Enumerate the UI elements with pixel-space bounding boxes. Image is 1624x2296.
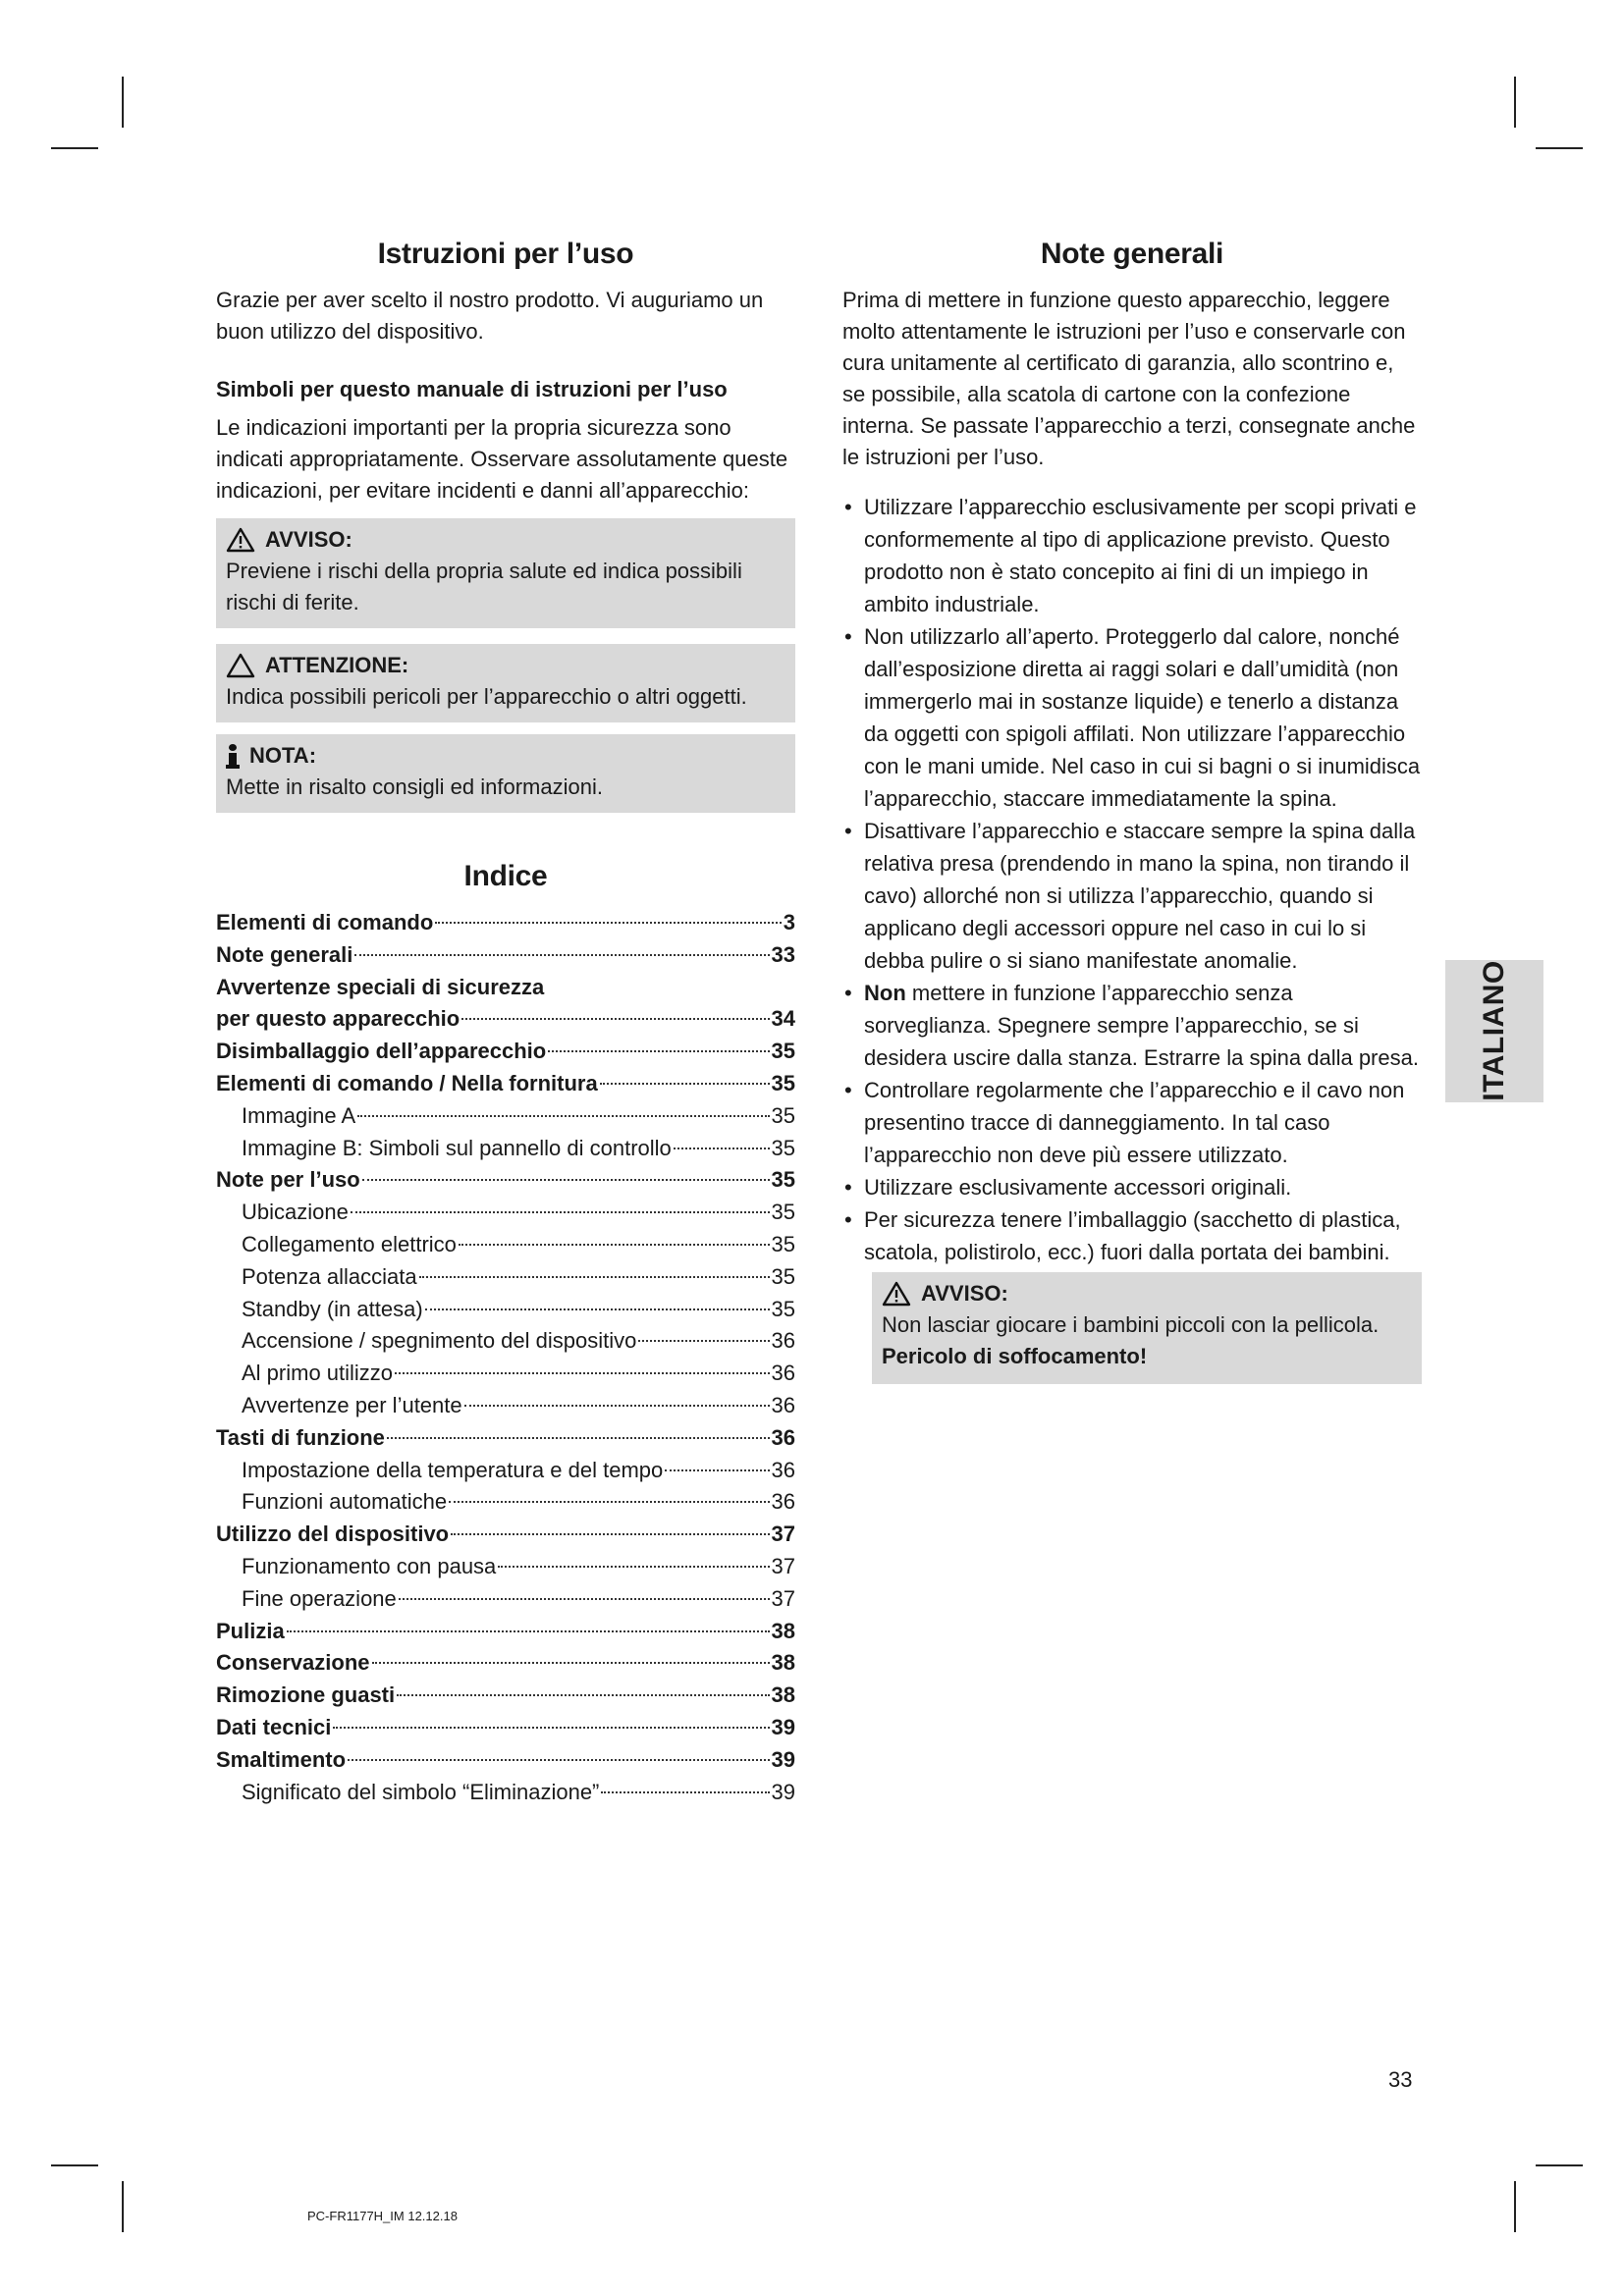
toc-page-number: 36 — [771, 1392, 795, 1417]
caution-box — [216, 644, 795, 722]
toc-page-number: 37 — [771, 1585, 795, 1611]
crop-mark — [51, 2164, 98, 2166]
toc-entry — [216, 1133, 795, 1165]
page-title: Istruzioni per l’uso — [377, 238, 634, 270]
toc-page-number: 35 — [771, 1296, 795, 1321]
toc-page-number: 35 — [771, 1102, 795, 1128]
symbols-text: Le indicazioni importanti per la propria sicurezza sono indicati appropriatamente. Osservare assolutamente queste indicazioni, per evitare incidenti e danni all’apparecchio: — [216, 415, 788, 503]
toc-entry-title: Rimozione guasti — [216, 1682, 396, 1708]
crop-mark — [122, 77, 124, 128]
toc-page-number: 33 — [771, 941, 795, 967]
toc-leader-dots — [357, 1115, 769, 1117]
language-label: ITALIANO — [1478, 960, 1510, 1101]
toc-entry — [216, 1229, 795, 1261]
crop-mark — [1514, 2181, 1516, 2232]
toc-entry — [216, 1712, 795, 1744]
toc-page-number: 35 — [771, 1135, 795, 1160]
toc-leader-dots — [372, 1662, 770, 1664]
warning-triangle-icon — [882, 1281, 911, 1307]
toc-entry — [216, 1068, 795, 1100]
toc-entry — [216, 972, 795, 1004]
toc-page-number: 36 — [771, 1328, 795, 1354]
toc-entry-title: Smaltimento — [216, 1746, 347, 1772]
toc-page-number: 39 — [771, 1714, 795, 1739]
toc-entry-title: Fine operazione — [242, 1585, 397, 1611]
toc-leader-dots — [287, 1630, 770, 1632]
list-item — [842, 977, 1422, 1074]
toc-page-number: 34 — [771, 1006, 795, 1032]
toc-entry — [216, 1197, 795, 1229]
toc-leader-dots — [362, 1179, 770, 1181]
toc-leader-dots — [600, 1083, 770, 1085]
toc-entry-title: Utilizzo del dispositivo — [216, 1522, 450, 1547]
toc-entry-title: per questo apparecchio — [216, 1006, 460, 1032]
toc-leader-dots — [449, 1501, 769, 1503]
info-icon — [226, 743, 240, 769]
toc-entry — [216, 1294, 795, 1326]
toc-page-number: 36 — [771, 1457, 795, 1482]
toc-leader-dots — [638, 1340, 769, 1342]
toc-entry — [216, 939, 795, 972]
toc-entry — [216, 1486, 795, 1519]
warning-text: Previene i rischi della propria salute ed indica possibili rischi di ferite. — [226, 559, 742, 614]
toc-entry-title: Impostazione della temperatura e del tempo — [242, 1457, 664, 1482]
crop-mark — [1536, 2164, 1583, 2166]
toc-entry — [216, 1519, 795, 1551]
toc-entry — [216, 1100, 795, 1133]
toc-leader-dots — [601, 1791, 769, 1793]
toc-entry-title: Avvertenze per l’utente — [242, 1392, 462, 1417]
section-title: Note generali — [1040, 238, 1224, 270]
toc-entry-title: Tasti di funzione — [216, 1424, 385, 1450]
toc-entry — [216, 907, 795, 939]
toc-leader-dots — [459, 1244, 770, 1246]
toc-entry — [216, 1777, 795, 1809]
toc-leader-dots — [461, 1018, 769, 1020]
toc-page-number: 37 — [771, 1553, 795, 1578]
toc-entry — [216, 1680, 795, 1712]
toc-entry — [216, 1390, 795, 1422]
toc-entry-title: Immagine A — [242, 1102, 356, 1128]
general-intro-text: Prima di mettere in funzione questo apparecchio, leggere molto attentamente le istruzioni per l’uso e conservarle con cura unitamente al certificato di garanzia, allo scontrino e, se possibile, alla scatola di cartone con la confezione interna. Se passate l’apparecchio a terzi, consegnate anche le istruzioni per l’uso. — [842, 288, 1416, 469]
toc-entry-title: Ubicazione — [242, 1200, 349, 1225]
toc-entry-title: Dati tecnici — [216, 1714, 332, 1739]
toc-entry — [216, 1325, 795, 1358]
caution-label: ATTENZIONE: — [265, 653, 409, 677]
caution-triangle-icon — [226, 653, 255, 678]
toc-entry — [216, 1164, 795, 1197]
warning-text: Non lasciar giocare i bambini piccoli con la pellicola. — [882, 1312, 1380, 1337]
language-tab — [1445, 960, 1543, 1102]
toc-page-number: 39 — [771, 1779, 795, 1804]
toc-leader-dots — [665, 1469, 769, 1471]
toc-page-number: 38 — [771, 1682, 795, 1708]
note-text: Mette in risalto consigli ed informazioni. — [226, 774, 603, 799]
crop-mark — [51, 147, 98, 149]
safety-bullet-list — [842, 491, 1422, 1268]
toc-entry-title: Elementi di comando — [216, 910, 434, 934]
list-item: • Disattivare l’apparecchio e staccare sempre la spina dalla relativa presa (prendendo in mano la spina, non tirando il cavo) allorché non si utilizza l’apparecchio, quando si applicano degli accessori oppure nel caso in cui lo si debba pulire o si siano manifestate anomalie. — [842, 815, 1422, 977]
toc-entry-title: Avvertenze speciali di sicurezza — [216, 974, 545, 999]
crop-mark — [1514, 77, 1516, 128]
warning-box-right — [872, 1272, 1422, 1384]
toc-entry-title: Immagine B: Simboli sul pannello di controllo — [242, 1135, 672, 1160]
symbols-heading: Simboli per questo manuale di istruzioni per l’uso — [216, 377, 728, 401]
toc-entry-title: Significato del simbolo “Eliminazione” — [242, 1779, 600, 1804]
toc-entry — [216, 1616, 795, 1648]
toc-entry-title: Funzioni automatiche — [242, 1489, 448, 1515]
toc-page-number: 37 — [771, 1522, 795, 1547]
toc-page-number: 35 — [771, 1167, 795, 1193]
toc-leader-dots — [464, 1405, 770, 1407]
toc-entry-title: Accensione / spegnimento del dispositivo — [242, 1328, 637, 1354]
toc-leader-dots — [674, 1148, 770, 1149]
note-label: NOTA: — [249, 743, 317, 768]
toc-entry — [216, 1583, 795, 1616]
toc-entry-title: Pulizia — [216, 1618, 285, 1643]
toc-leader-dots — [399, 1598, 770, 1600]
toc-entry — [216, 1744, 795, 1777]
toc-entry-title: Standby (in attesa) — [242, 1296, 423, 1321]
toc-entry-title: Elementi di comando / Nella fornitura — [216, 1070, 598, 1095]
list-item: • Controllare regolarmente che l’apparecchio e il cavo non presentino tracce di danneggiamento. In tal caso l’apparecchio non deve più essere utilizzato. — [842, 1074, 1422, 1171]
warning-box — [216, 518, 795, 628]
toc-entry-title: Conservazione — [216, 1650, 370, 1676]
toc-entry-title: Funzionamento con pausa — [242, 1553, 497, 1578]
toc-entry-title: Note per l’uso — [216, 1167, 360, 1193]
toc-page-number: 39 — [771, 1746, 795, 1772]
toc-leader-dots — [435, 922, 781, 924]
list-item: • Per sicurezza tenere l’imballaggio (sacchetto di plastica, scatola, polistirolo, ecc.) fuori dalla portata dei bambini. — [842, 1203, 1422, 1268]
toc-leader-dots — [351, 1211, 770, 1213]
list-item: • Non utilizzarlo all’aperto. Proteggerlo dal calore, nonché dall’esposizione diretta ai raggi solari e dall’umidità (non immergerlo mai in sostanze liquide) e tenerlo a distanza da oggetti con spigoli affilati. Non utilizzare l’apparecchio con le mani umide. Nel caso in cui si bagni o si inumidisca l’apparecchio, staccare immediatamente la spina. — [842, 620, 1422, 815]
toc-page-number: 38 — [771, 1650, 795, 1676]
toc-entry — [216, 1647, 795, 1680]
toc-entry — [216, 1422, 795, 1455]
toc-page-number: 35 — [771, 1070, 795, 1095]
toc-leader-dots — [451, 1533, 769, 1535]
warning-label: AVVISO: — [265, 527, 352, 552]
bold-non: Non — [864, 981, 906, 1005]
toc-leader-dots — [387, 1437, 770, 1439]
toc-entry-title: Collegamento elettrico — [242, 1231, 457, 1256]
crop-mark — [122, 2181, 124, 2232]
toc-leader-dots — [548, 1050, 769, 1052]
toc-entry-title: Al primo utilizzo — [242, 1361, 394, 1386]
warning-bold-text: Pericolo di soffocamento! — [882, 1344, 1148, 1368]
toc-entry — [216, 1551, 795, 1583]
toc-entry-title: Note generali — [216, 941, 353, 967]
caution-text: Indica possibili pericoli per l’apparecchio o altri oggetti. — [226, 684, 747, 709]
warning-triangle-icon — [226, 527, 255, 553]
toc-page-number: 35 — [771, 1039, 795, 1064]
intro-text: Grazie per aver scelto il nostro prodotto. Vi auguriamo un buon utilizzo del dispositivo. — [216, 288, 764, 344]
table-of-contents — [216, 907, 795, 1808]
toc-entry — [216, 1261, 795, 1294]
toc-leader-dots — [397, 1694, 769, 1696]
bullet-text: mettere in funzione l’apparecchio senza sorveglianza. Spegnere sempre l’apparecchio, se si desidera uscire dalla stanza. Estrarre la spina dalla presa. — [864, 981, 1419, 1070]
toc-leader-dots — [395, 1372, 769, 1374]
toc-leader-dots — [419, 1276, 770, 1278]
toc-entry — [216, 1003, 795, 1036]
toc-page-number: 38 — [771, 1618, 795, 1643]
list-item: • Utilizzare l’apparecchio esclusivamente per scopi privati e conformemente al tipo di applicazione previsto. Questo prodotto non è stato concepito ai fini di un impiego in ambito industriale. — [842, 491, 1422, 620]
toc-page-number: 3 — [783, 910, 795, 934]
toc-leader-dots — [498, 1566, 769, 1568]
index-title: Indice — [463, 860, 548, 892]
footer-code: PC-FR1177H_IM 12.12.18 — [307, 2209, 458, 2223]
toc-leader-dots — [333, 1727, 769, 1729]
toc-entry — [216, 1036, 795, 1068]
toc-page-number: 35 — [771, 1200, 795, 1225]
toc-page-number: 36 — [771, 1361, 795, 1386]
note-box — [216, 734, 795, 813]
toc-page-number: 35 — [771, 1231, 795, 1256]
toc-page-number: 35 — [771, 1263, 795, 1289]
list-item: • Utilizzare esclusivamente accessori originali. — [842, 1171, 1422, 1203]
warning-label: AVVISO: — [921, 1281, 1008, 1306]
toc-entry — [216, 1358, 795, 1390]
page-number: 33 — [1388, 2067, 1413, 2092]
crop-mark — [1536, 147, 1583, 149]
toc-entry-title: Disimballaggio dell’apparecchio — [216, 1039, 547, 1064]
toc-leader-dots — [425, 1308, 770, 1310]
toc-entry-title: Potenza allacciata — [242, 1263, 417, 1289]
toc-entry — [216, 1455, 795, 1487]
toc-page-number: 36 — [771, 1489, 795, 1515]
toc-leader-dots — [354, 954, 769, 956]
toc-leader-dots — [348, 1759, 769, 1761]
toc-page-number: 36 — [771, 1424, 795, 1450]
